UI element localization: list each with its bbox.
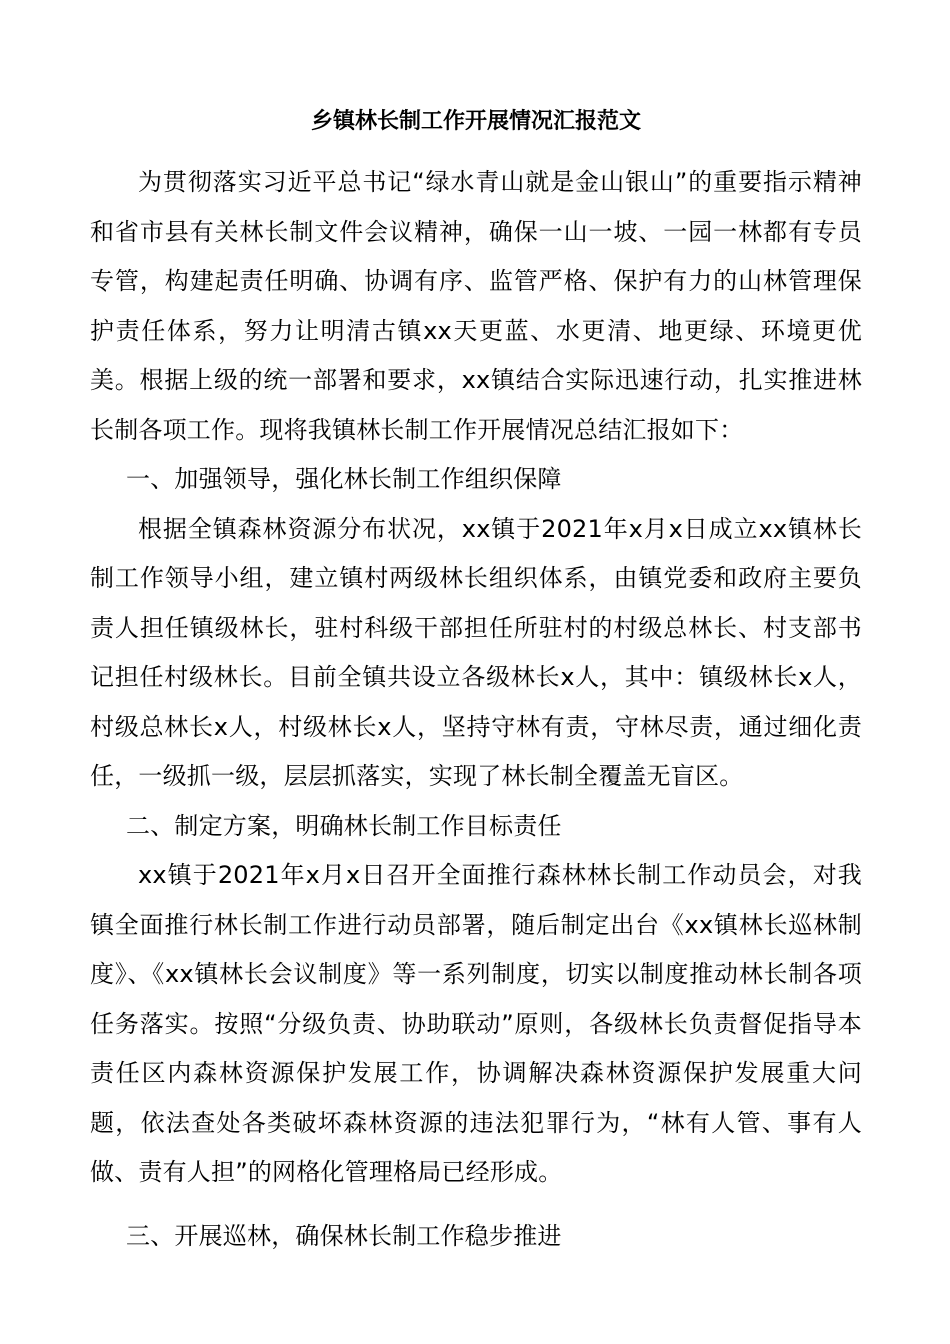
document-title: 乡镇林长制工作开展情况汇报范文 <box>310 109 641 134</box>
section-2-heading: 二、制定方案，明确林长制工作目标责任 <box>126 811 562 840</box>
section-1-body: 根据全镇森林资源分布状况，xx镇于2021年x月x日成立xx镇林长制工作领导小组，建立镇村两级林长组织体系，由镇党委和政府主要负责人担任镇级林长，驻村科级干部担任所驻村的村级总林长、村支部书记担任村级林长。目前全镇共设立各级林长x人，其中：镇级林长x人，村级总林长x人，村级林长x人，坚持守林有责，守林尽责，通过细化责任，一级抓一级，层层抓落实，实现了林长制全覆盖无盲区。 <box>90 514 862 790</box>
section-3-heading: 三、开展巡林，确保林长制工作稳步推进 <box>126 1221 562 1250</box>
section-2-body: xx镇于2021年x月x日召开全面推行森林林长制工作动员会，对我镇全面推行林长制工作进行动员部署，随后制定出台《xx镇林长巡林制度》、《xx镇林长会议制度》等一系列制度，切实以制度推动林长制各项任务落实。按照“分级负责、协助联动”原则，各级林长负责督促指导本责任区内森林资源保护发展工作，协调解决森林资源保护发展重大问题，依法查处各类破坏森林资源的违法犯罪行为，“林有人管、事有人做、责有人担”的网格化管理格局已经形成。 <box>90 861 862 1186</box>
intro-paragraph: 为贯彻落实习近平总书记“绿水青山就是金山银山”的重要指示精神和省市县有关林长制文件会议精神，确保一山一坡、一园一林都有专员专管，构建起责任明确、协调有序、监管严格、保护有力的山林管理保护责任体系，努力让明清古镇xx天更蓝、水更清、地更绿、环境更优美。根据上级的统一部署和要求，xx镇结合实际迅速行动，扎实推进林长制各项工作。现将我镇林长制工作开展情况总结汇报如下： <box>90 168 862 444</box>
section-1-heading: 一、加强领导，强化林长制工作组织保障 <box>126 465 562 493</box>
